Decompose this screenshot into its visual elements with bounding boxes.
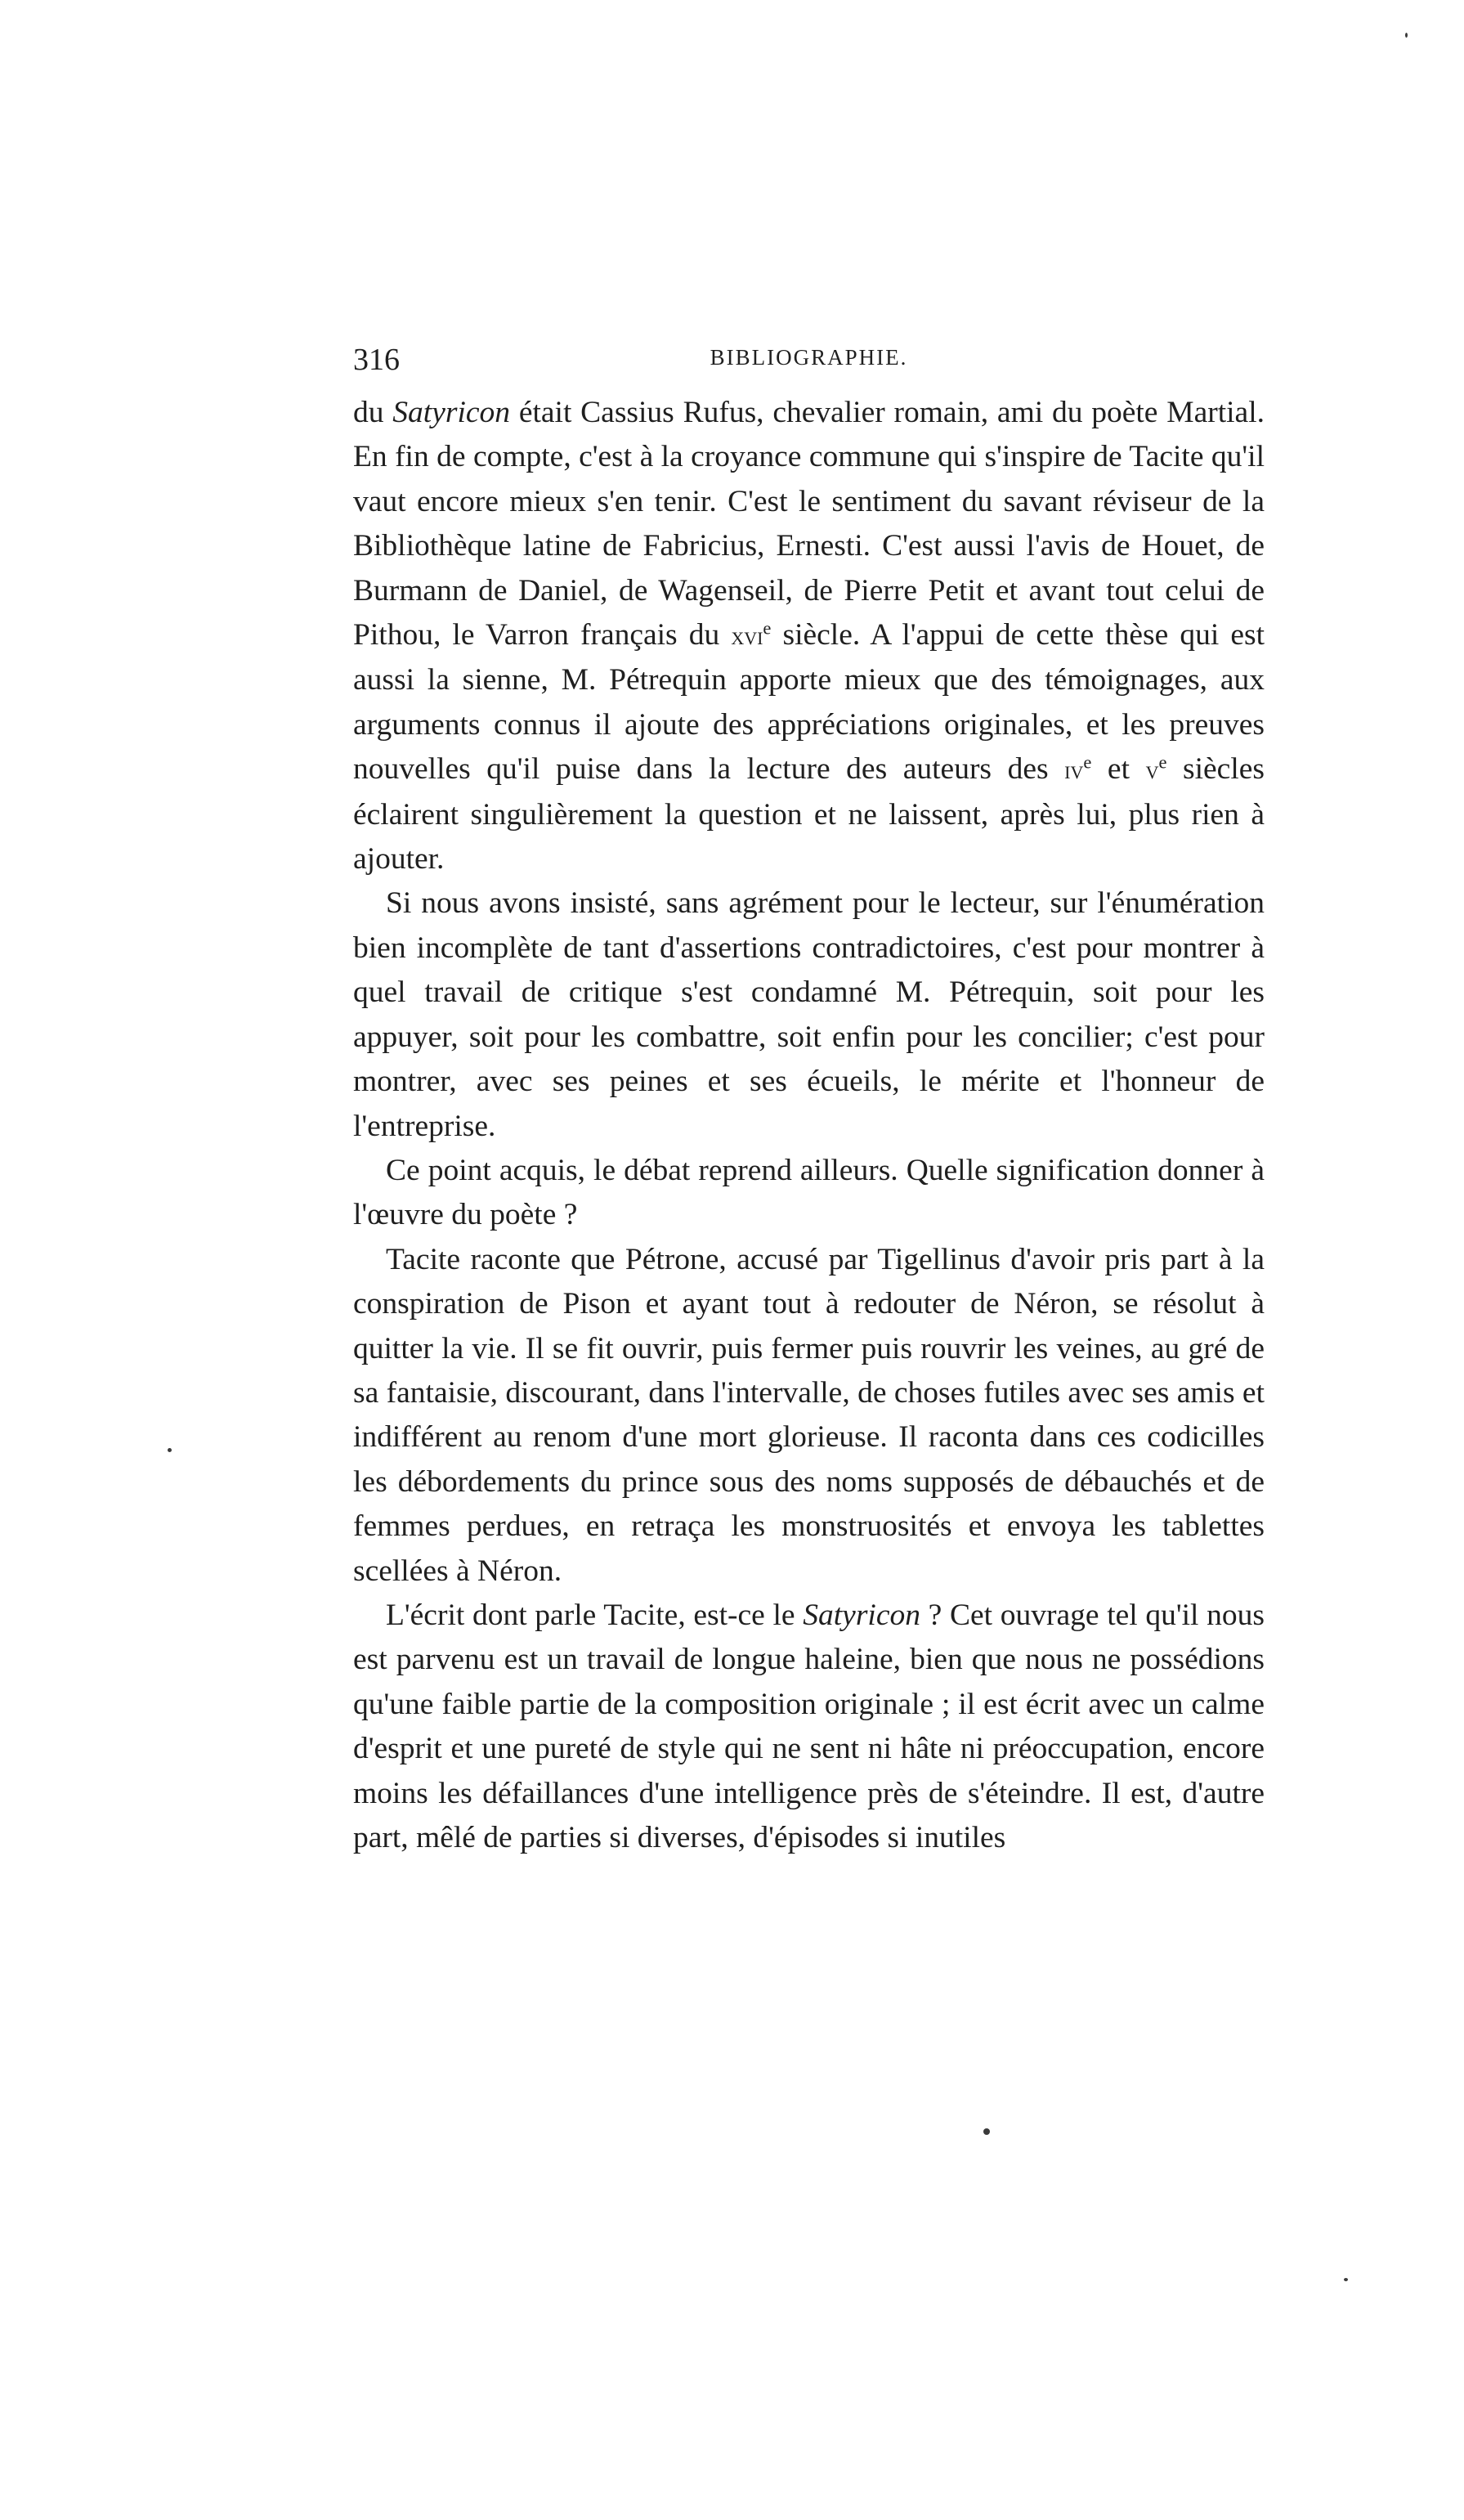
paragraph-1: du Satyricon était Cassius Rufus, chevalier romain, ami du poète Martial. En fin de compte, c'est à la croyance commune qui s'inspire de Tacite qu'il vaut encore mieux s'en tenir. C'est le sentiment du savant réviseur de la Bibliothèque latine de Fabricius, Ernesti. C'est aussi l'avis de Houet, de Burmann de Daniel, de Wagenseil, de Pierre Petit et avant tout celui de Pithou, le Varron français du xvi$^e$ siècle. A l'appui de cette thèse qui est aussi la sienne, M. Pétrequin apporte mieux que des témoignages, aux arguments connus il ajoute des appréciations originales, et les preuves nouvelles qu'il puise dans la lecture des auteurs des $iv^e$ et $v^e$ siècles éclairent singulièrement la question et ne laissent, après lui, plus rien à ajouter. <box>353 396 1265 877</box>
paragraph-4: Tacite raconte que Pétrone, accusé par Tigellinus d'avoir pris part à la conspiration de Pison et ayant tout à redouter de Néron, se résolut à quitter la vie. Il se fit ouvrir, puis fermer puis rouvrir les veines, au gré de sa fantaisie, discourant, dans l'intervalle, de choses futiles avec ses amis et indifférent au renom d'une mort glorieuse. Il raconta dans ces codicilles les débordements du prince sous des noms supposés de débauchés et de femmes perdues, en retraça les monstruosités et envoya les tablettes scellées à Néron. <box>353 1242 1265 1588</box>
century-numeral: iv <box>1064 756 1084 785</box>
title-satyricon: Satyricon <box>392 396 511 429</box>
paragraph-3: Ce point acquis, le débat reprend ailleurs. Quelle signification donner à l'œuvre du poète ? <box>353 1153 1265 1232</box>
scan-speck <box>168 1448 172 1452</box>
paragraph-5: L'écrit dont parle Tacite, est-ce le Satyricon ? Cet ouvrage tel qu'il nous est parvenu est un travail de longue haleine, bien que nous ne possédions qu'une faible partie de la composition originale ; il est écrit avec un calme d'esprit et une pureté de style qui ne sent ni hâte ni préoccupation, encore moins les défaillances d'une intelligence près de s'éteindre. Il est, d'autre part, mêlé de parties si diverses, d'épisodes si inutiles <box>353 1598 1265 1854</box>
scan-speck <box>1405 33 1408 38</box>
scan-speck <box>983 2128 990 2135</box>
body-text <box>353 391 1265 1860</box>
book-page <box>353 342 1265 1860</box>
paragraph-2: Si nous avons insisté, sans agrément pour le lecteur, sur l'énumération bien incomplète de tant d'assertions contradictoires, c'est pour montrer à quel travail de critique s'est condamné M. Pétrequin, soit pour les appuyer, soit pour les combattre, soit enfin pour les concilier; c'est pour montrer, avec ses peines et ses écueils, le mérite et l'honneur de l'entreprise. <box>353 886 1265 1143</box>
century-numeral: xvi <box>731 621 763 651</box>
title-satyricon: Satyricon <box>803 1598 920 1632</box>
page-number: 316 <box>353 343 400 377</box>
century-numeral: v <box>1145 756 1159 785</box>
scan-speck <box>1344 2278 1348 2281</box>
running-head <box>353 342 1265 391</box>
running-title: BIBLIOGRAPHIE. <box>710 345 908 370</box>
